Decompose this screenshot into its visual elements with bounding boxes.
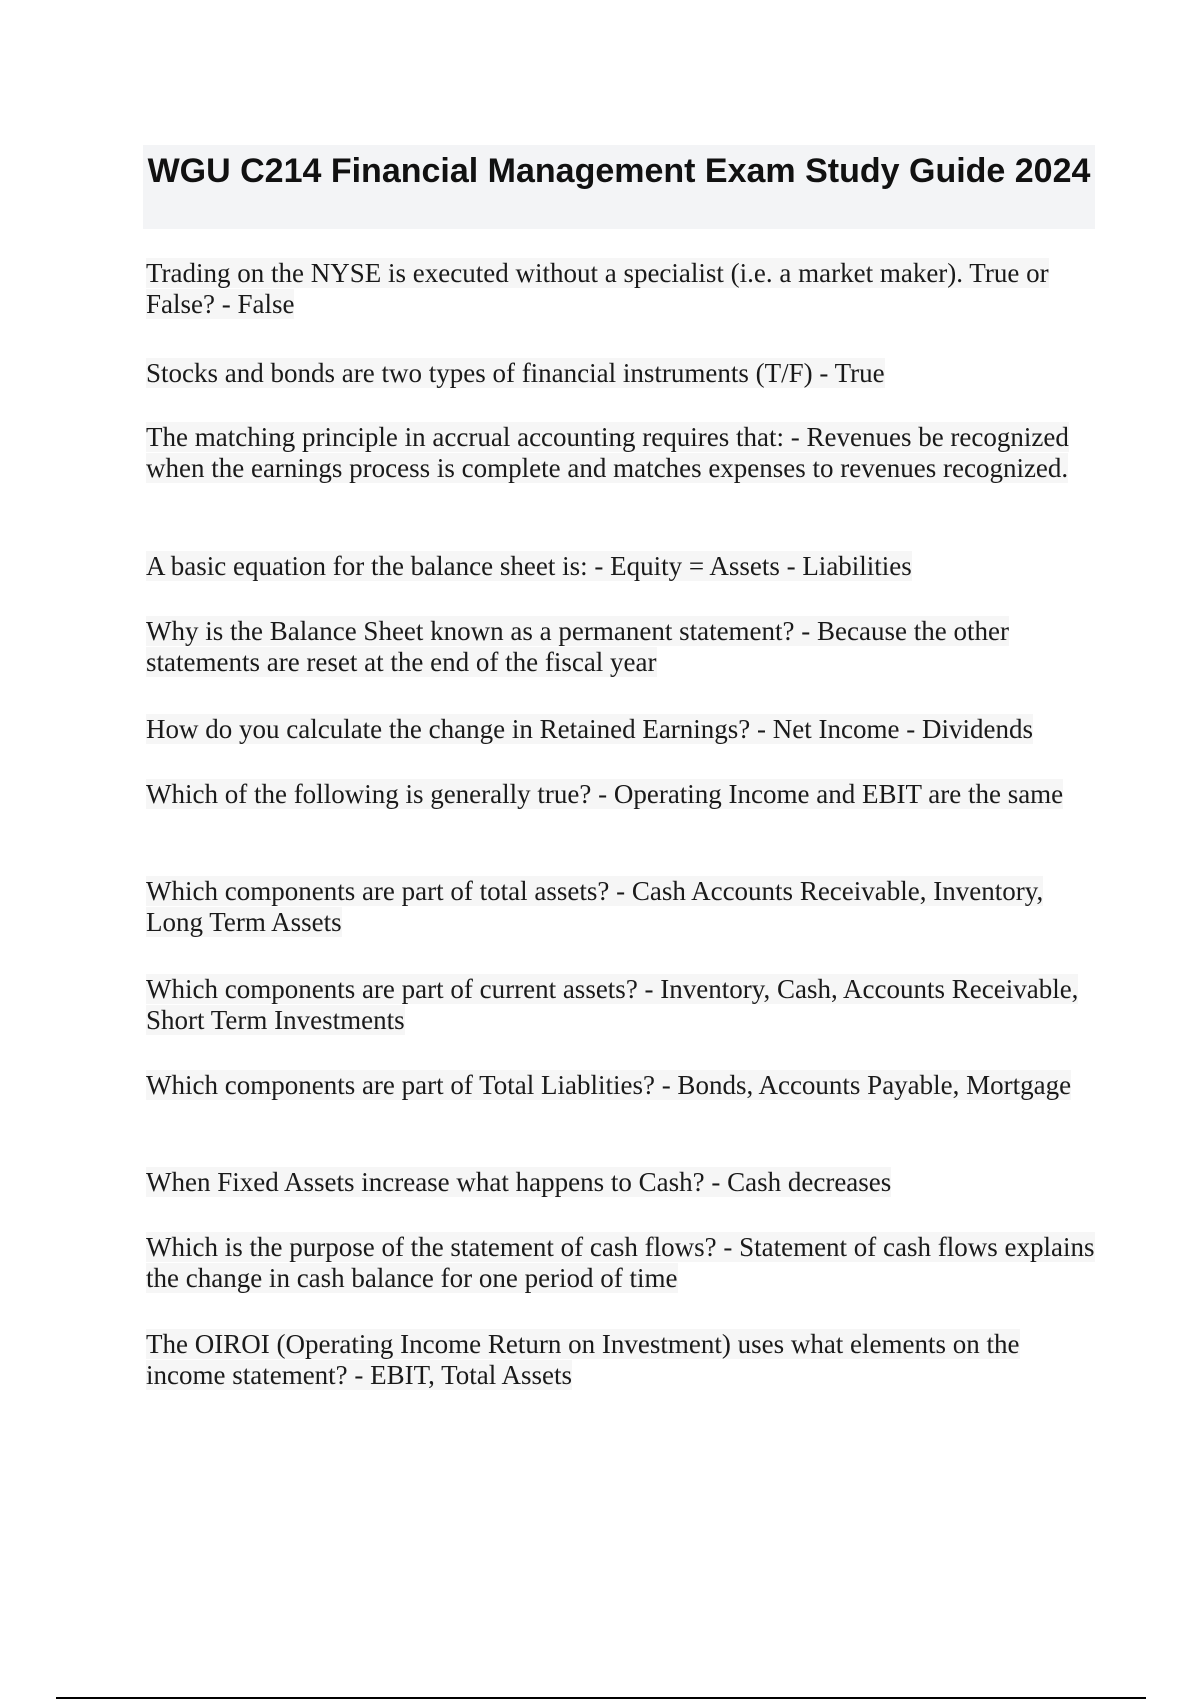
qa-text: A basic equation for the balance sheet is: - Equity = Assets - Liabilities [146, 551, 912, 581]
qa-item [146, 779, 1096, 810]
qa-item [146, 551, 1096, 582]
qa-text: Which is the purpose of the statement of cash flows? - Statement of cash flows explains the change in cash balance for one period of time [146, 1232, 1095, 1293]
qa-text: Which components are part of Total Liablities? - Bonds, Accounts Payable, Mortgage [146, 1070, 1072, 1100]
qa-text: Which of the following is generally true? - Operating Income and EBIT are the same [146, 779, 1064, 809]
title-band [143, 145, 1095, 229]
qa-text: Which components are part of current assets? - Inventory, Cash, Accounts Receivable, Short Term Investments [146, 974, 1079, 1035]
qa-item [146, 1070, 1096, 1101]
document-title: WGU C214 Financial Management Exam Study Guide 2024 [147, 152, 1091, 190]
qa-item [146, 358, 1096, 389]
qa-text: The OIROI (Operating Income Return on Investment) uses what elements on the income statement? - EBIT, Total Assets [146, 1329, 1020, 1390]
qa-item [146, 1329, 1096, 1391]
qa-item [146, 1232, 1096, 1294]
qa-item [146, 974, 1096, 1036]
qa-text: How do you calculate the change in Retained Earnings? - Net Income - Dividends [146, 714, 1033, 744]
qa-text: Trading on the NYSE is executed without a specialist (i.e. a market maker). True or False? - False [146, 258, 1049, 319]
qa-item [146, 876, 1096, 938]
qa-item [146, 422, 1096, 484]
qa-text: When Fixed Assets increase what happens to Cash? - Cash decreases [146, 1167, 892, 1197]
qa-text: Which components are part of total assets? - Cash Accounts Receivable, Inventory, Long Term Assets [146, 876, 1044, 937]
qa-item [146, 714, 1096, 745]
page-bottom-rule [56, 1697, 1146, 1699]
qa-text: Stocks and bonds are two types of financial instruments (T/F) - True [146, 358, 885, 388]
qa-item [146, 616, 1096, 678]
qa-item [146, 1167, 1096, 1198]
qa-item [146, 258, 1096, 320]
qa-text: Why is the Balance Sheet known as a permanent statement? - Because the other statements are reset at the end of the fiscal year [146, 616, 1009, 677]
qa-text: The matching principle in accrual accounting requires that: - Revenues be recognized when the earnings process is complete and matches expenses to revenues recognized. [146, 422, 1069, 483]
